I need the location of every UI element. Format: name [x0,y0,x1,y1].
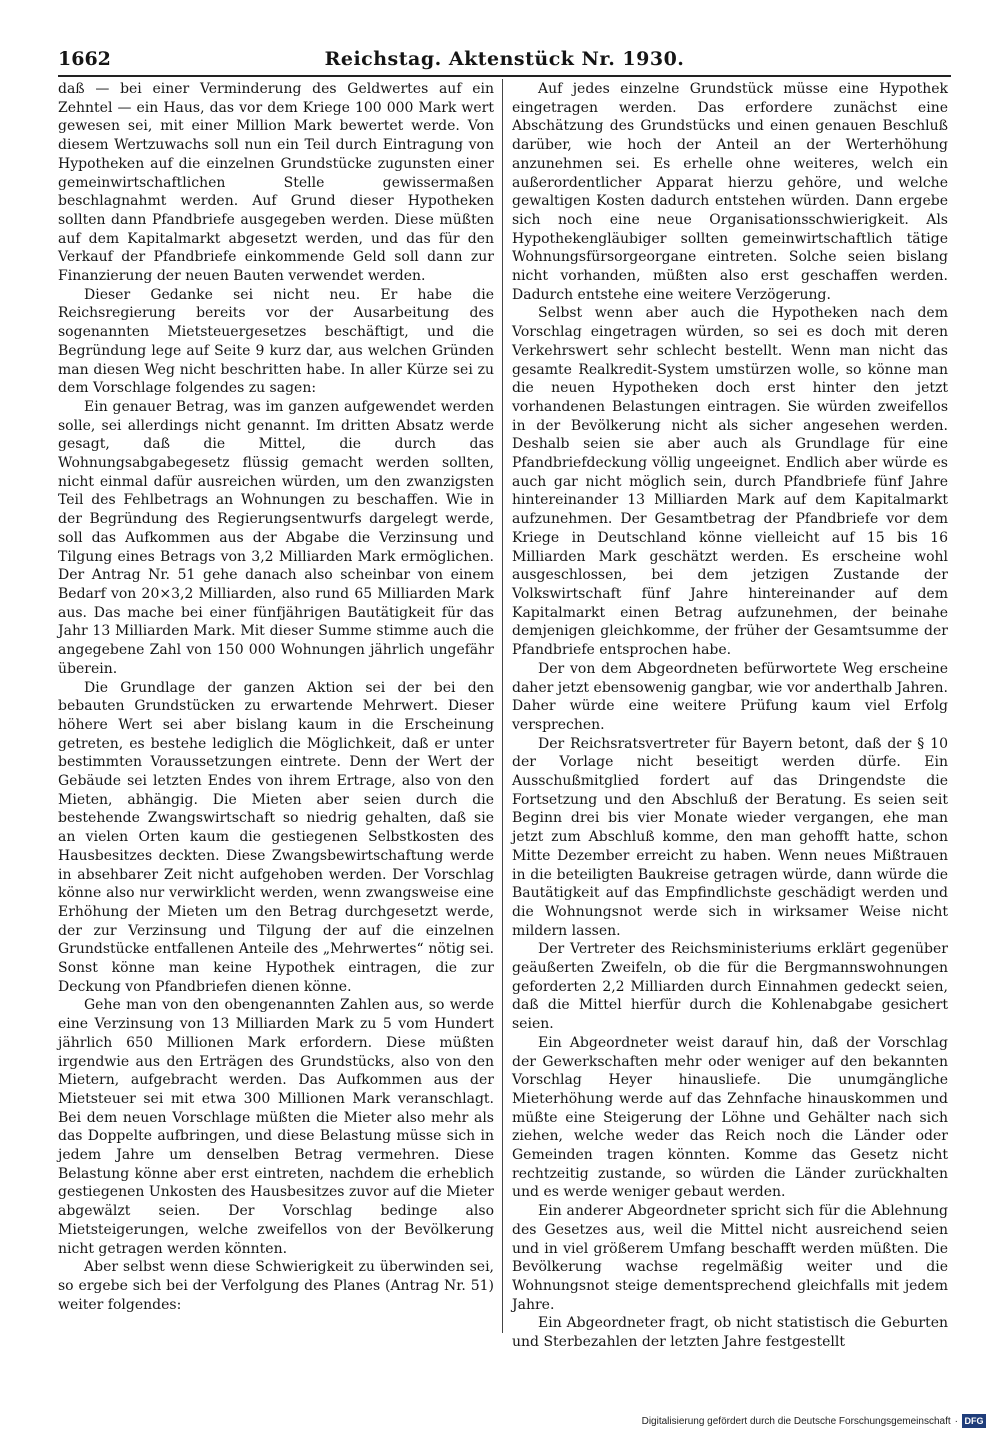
right-column [512,80,948,1351]
paragraph: Gehe man von den obengenannten Zahlen aus, so werde eine Verzinsung von 13 Milliarden Mark zu 5 vom Hundert jährlich 650 Millionen Mark erfordern. Diese müßten irgendwie aus den Erträgen des Grundstücks, also von den Mietern, aufgebracht werden. Das Aufkommen aus der Mietsteuer sei mit etwa 300 Millionen Mark veranschlagt. Bei dem neuen Vorschlage müßten die Mieter also mehr als das Doppelte aufbringen, und diese Belastung müsse sich in jedem Jahre um denselben Betrag vermehren. Diese Belastung könne aber erst eintreten, nachdem die erheblich gestiegenen Unkosten des Hausbesitzes zuvor auf die Mieter abgewälzt seien. Der Vorschlag bedinge also Mietsteigerungen, welche zweifellos von der Bevölkerung nicht getragen werden könnten. [58,997,494,1257]
left-column [58,80,494,1336]
separator-dot: · [954,1415,958,1427]
paragraph: Ein Abgeordneter fragt, ob nicht statistisch die Geburten und Sterbezahlen der letzten Jahre festgestellt [512,1315,948,1351]
paragraph: Die Grundlage der ganzen Aktion sei der bei den bebauten Grundstücken zu erwartende Mehrwert. Dieser höhere Wert sei aber bislang kaum in die Erscheinung getreten, es bestehe lediglich die Möglichkeit, daß er unter bestimmten Voraussetzungen eintrete. Denn der Wert der Gebäude sei letzten Endes von ihrem Ertrage, also von den Mieten, abhängig. Die Mieten aber seien durch die bestehende Zwangswirtschaft so niedrig gehalten, daß sie an vielen Orten kaum die gestiegenen Selbstkosten des Hausbesitzes deckten. Diese Zwangsbewirtschaftung werde in absehbarer Zeit nicht aufgehoben werden. Der Vorschlag könne also nur verwirklicht werden, wenn zwangsweise eine Erhöhung der Mieten um den Betrag durchgesetzt werde, der zur Verzinsung und Tilgung der auf die einzelnen Grundstücke entfallenen Anteile des „Mehrwertes“ nötig sei. Sonst könne man keine Hypothek eintragen, die zur Deckung von Pfandbriefen dienen könne. [58,679,494,995]
paragraph: Der Reichsratsvertreter für Bayern betont, daß der § 10 der Vorlage nicht beseitigt werden dürfe. Ein Ausschußmitglied fordert auf das Dringendste die Fortsetzung und den Abschluß der Beratung. Es seien seit Beginn drei bis vier Monate wieder vergangen, ehe man jetzt zum Abschluß komme, den man gehofft hatte, schon Mitte Dezember erreicht zu haben. Wenn neues Mißtrauen in die beteiligten Baukreise getragen würde, dann würde die Bautätigkeit auf das Empfindlichste geschädigt werden und die Wohnungsnot werde sich in wirksamer Weise nicht mildern lassen. [512,735,948,939]
header-rule [58,75,951,77]
paragraph: Aber selbst wenn diese Schwierigkeit zu überwinden sei, so ergebe sich bei der Verfolgung des Planes (Antrag Nr. 51) weiter folgendes: [58,1259,494,1313]
dfg-logo: DFG [962,1414,986,1428]
page-number: 1662 [58,48,111,70]
paragraph: Ein Abgeordneter weist darauf hin, daß der Vorschlag der Gewerkschaften mehr oder weniger auf den bekannten Vorschlag Heyer hinausliefe. Die unumgängliche Mieterhöhung werde auf das Zehnfache hinauskommen und müßte eine Steigerung der Löhne und Gehälter nach sich ziehen, welche weder das Reich noch die Länder oder Gemeinden tragen könnten. Komme das Gesetz nicht rechtzeitig zustande, so würden die Länder zurückhalten und es werde weniger gebaut werden. [512,1034,948,1201]
running-title: Reichstag. Aktenstück Nr. 1930. [324,48,685,70]
funding-notice: Digitalisierung gefördert durch die Deutsche Forschungsgemeinschaft [641,1415,951,1427]
paragraph: Selbst wenn aber auch die Hypotheken nach dem Vorschlag eingetragen würden, so sei es doch mit deren Verkehrswert sehr schlecht bestellt. Wenn man nicht das gesamte Realkredit-System umstürzen wolle, so könne man die neuen Hypotheken doch erst hinter den jetzt vorhandenen Belastungen eintragen. Sie würden zweifellos in der Bevölkerung nicht als sicher angesehen werden. Deshalb seien sie aber auch als Grundlage für eine Pfandbriefdeckung völlig ungeeignet. Endlich aber würde es auch gar nicht möglich sein, durch Pfandbriefe fünf Jahre hintereinander 13 Milliarden Mark auf dem Kapitalmarkt aufzunehmen. Der Gesamtbetrag der Pfandbriefe vor dem Kriege in Deutschland könne vielleicht auf 15 bis 16 Milliarden Mark geschätzt werden. Es erscheine wohl ausgeschlossen, bei dem jetzigen Zustande der Volkswirtschaft fünf Jahre hintereinander auf dem Kapitalmarkt einen Betrag aufzunehmen, der beinahe demjenigen gleichkomme, der früher der Gesamtsumme der Pfandbriefe entsprochen habe. [512,305,948,659]
paragraph: daß — bei einer Verminderung des Geldwertes auf ein Zehntel — ein Haus, das vor dem Kriege 100 000 Mark wert gewesen sei, mit einer Million Mark bewertet werde. Von diesem Wertzuwachs soll nun ein Teil durch Eintragung von Hypotheken auf die einzelnen Grundstücke zugunsten einer gemeinwirtschaftlichen Stelle gewissermaßen beschlagnahmt werden. Auf Grund dieser Hypotheken sollten dann Pfandbriefe ausgegeben werden. Diese müßten auf dem Kapitalmarkt abgesetzt werden, und das für den Verkauf der Pfandbriefe einkommende Geld soll dann zur Finanzierung der neuen Bauten verwendet werden. [58,81,494,285]
paragraph: Ein genauer Betrag, was im ganzen aufgewendet werden solle, sei allerdings nicht genannt. Im dritten Absatz werde gesagt, daß die Mittel, die durch das Wohnungsabgabegesetz flüssig gemacht werden sollten, nicht einmal dafür ausreichen würden, um den zwanzigsten Teil des Fehlbetrags an Wohnungen zu beschaffen. Wie in der Begründung des Regierungsentwurfs dargelegt werde, soll das Aufkommen aus der Abgabe die Verzinsung und Tilgung eines Betrags von 3,2 Milliarden Mark ermöglichen. Der Antrag Nr. 51 gehe danach also scheinbar von einem Bedarf von 20×3,2 Milliarden, also rund 65 Milliarden Mark aus. Das mache bei einer fünfjährigen Bautätigkeit für das Jahr 13 Milliarden Mark. Mit dieser Summe stimme auch die angegebene Zahl von 150 000 Wohnungen jährlich ungefähr überein. [58,398,494,677]
digitization-footer [642,1413,986,1429]
page-header [58,48,951,74]
paragraph: Auf jedes einzelne Grundstück müsse eine Hypothek eingetragen werden. Das erfordere zunächst eine Abschätzung des Grundstücks und einen genauen Beschluß darüber, wie hoch der Anteil an der Werterhöhung anzunehmen sei. Es erhelle ohne weiteres, welch ein außerordentlicher Apparat hierzu gehöre, und welche gewaltigen Kosten dadurch entstehen würden. Dann ergebe sich noch eine neue Organisationsschwierigkeit. Als Hypothekengläubiger sollten gemeinwirtschaftlich tätige Wohnungsfürsorgeorgane eintreten. Solche seien bislang nicht vorhanden, müßten also erst geschaffen werden. Dadurch entstehe eine weitere Verzögerung. [512,81,948,303]
column-divider [502,79,503,1333]
paragraph: Der Vertreter des Reichsministeriums erklärt gegenüber geäußerten Zweifeln, ob die für die Bergmannswohnungen geforderten 2,2 Milliarden durch Einnahmen gedeckt seien, daß die Mittel hierfür durch die Kohlenabgabe gesichert seien. [512,941,948,1033]
paragraph: Dieser Gedanke sei nicht neu. Er habe die Reichsregierung bereits vor der Ausarbeitung des sogenannten Mietsteuergesetzes beschäftigt, und die Begründung lege auf Seite 9 kurz dar, aus welchen Gründen man diesen Weg nicht beschritten habe. In aller Kürze sei zu dem Vorschlage folgendes zu sagen: [58,286,494,397]
paragraph: Der von dem Abgeordneten befürwortete Weg erscheine daher jetzt ebensowenig gangbar, wie vor anderthalb Jahren. Daher würde eine weitere Prüfung kaum viel Erfolg versprechen. [512,660,948,733]
paragraph: Ein anderer Abgeordneter spricht sich für die Ablehnung des Gesetzes aus, weil die Mittel nicht ausreichend seien und in viel größerem Umfang beschafft werden müßten. Die Bevölkerung wachse regelmäßig weiter und die Wohnungsnot steige dementsprechend gleichfalls mit jedem Jahre. [512,1203,948,1313]
